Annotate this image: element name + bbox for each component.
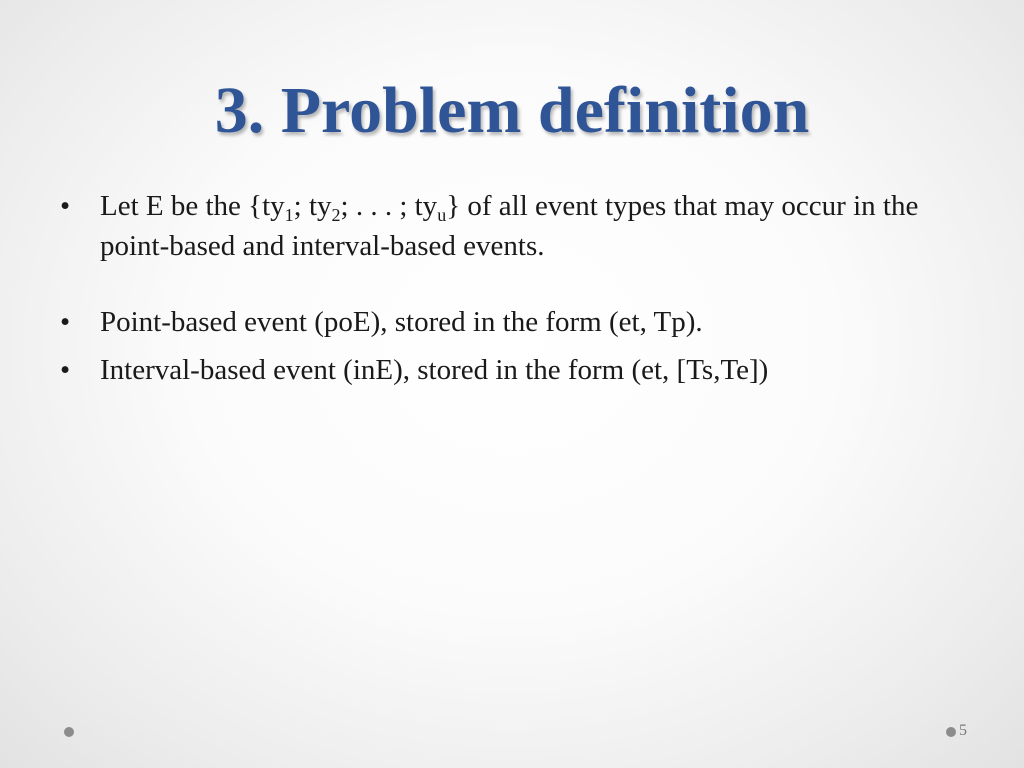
bullet-item-interval-based <box>56 350 966 390</box>
bullet-text-part: ; . . . ; ty <box>340 190 438 222</box>
bullet-item-event-types <box>56 186 966 266</box>
bullet-marker: • <box>60 306 71 338</box>
subscript: u <box>437 205 447 225</box>
subscript: 1 <box>284 205 294 225</box>
bullet-marker: • <box>60 190 71 222</box>
subscript: 2 <box>331 205 341 225</box>
decorative-dot-right <box>946 727 956 737</box>
bullet-text: Point-based event (poE), stored in the form (et, Tp). <box>100 306 703 338</box>
bullet-marker: • <box>60 354 71 386</box>
decorative-dot-left <box>64 727 74 737</box>
bullet-item-point-based <box>56 302 966 342</box>
bullet-text-part: Let E be the {ty <box>100 190 285 222</box>
page-number: 5 <box>959 722 967 739</box>
bullet-list <box>56 186 966 390</box>
slide-title: 3. Problem definition <box>214 74 810 147</box>
bullet-text: Interval-based event (inE), stored in the form (et, [Ts,Te]) <box>100 354 769 386</box>
bullet-text-part: } of all event types that may occur in the point-based and interval-based events. <box>100 190 919 262</box>
bullet-text-part: ; ty <box>293 190 332 222</box>
